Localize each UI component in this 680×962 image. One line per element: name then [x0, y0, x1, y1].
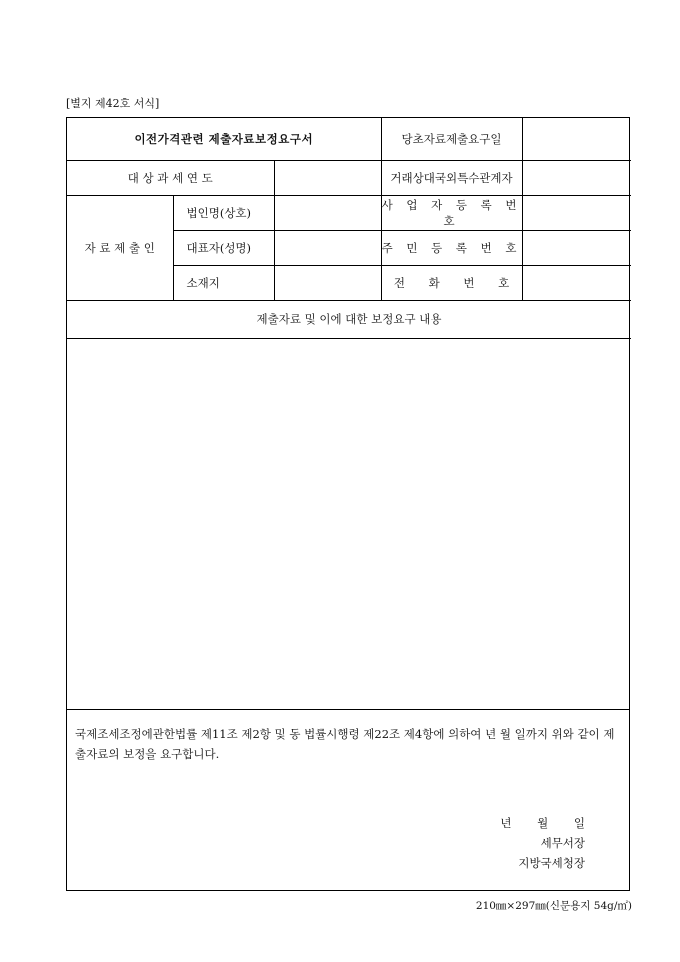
address-field[interactable] [274, 265, 381, 300]
tax-office-head: 세무서장 [540, 836, 585, 850]
biz-reg-label: 사 업 자 등 록 번 호 [381, 195, 522, 230]
tax-year-label: 대 상 과 세 연 도 [67, 160, 274, 195]
representative-label: 대표자(성명) [173, 230, 274, 265]
submitter-group-label: 자 료 제 출 인 [67, 195, 173, 300]
biz-reg-field[interactable] [522, 195, 631, 230]
form-number-label: [별지 제42호 서식] [66, 97, 160, 110]
header-table [67, 118, 631, 339]
resident-number-label: 주 민 등 록 번 호 [381, 230, 522, 265]
related-party-field[interactable] [522, 160, 631, 195]
representative-field[interactable] [274, 230, 381, 265]
signature-date: 년 월 일 [500, 816, 585, 830]
tax-year-field[interactable] [274, 160, 381, 195]
corp-name-label: 법인명(상호) [173, 195, 274, 230]
regional-tax-office-head: 지방국세청장 [518, 856, 585, 870]
request-form [66, 117, 630, 891]
related-party-label: 거래상대국외특수관계자 [381, 160, 522, 195]
request-statement: 국제조세조정에관한법률 제11조 제2항 및 동 법률시행령 제22조 제4항에 의하여 년 월 일까지 위와 같이 제출자료의 보정을 요구합니다. [75, 727, 615, 761]
resident-number-field[interactable] [522, 230, 631, 265]
content-section-label: 제출자료 및 이에 대한 보정요구 내용 [67, 300, 631, 338]
request-date-label: 당초자료제출요구일 [381, 118, 522, 160]
phone-label: 전 화 번 호 [381, 265, 522, 300]
corp-name-field[interactable] [274, 195, 381, 230]
content-text-area[interactable] [67, 340, 629, 710]
paper-spec-footer: 210㎜×297㎜(신문용지 54g/㎡) [475, 900, 632, 912]
address-label: 소재지 [173, 265, 274, 300]
phone-field[interactable] [522, 265, 631, 300]
form-title: 이전가격관련 제출자료보정요구서 [67, 118, 381, 160]
request-date-field[interactable] [522, 118, 631, 160]
